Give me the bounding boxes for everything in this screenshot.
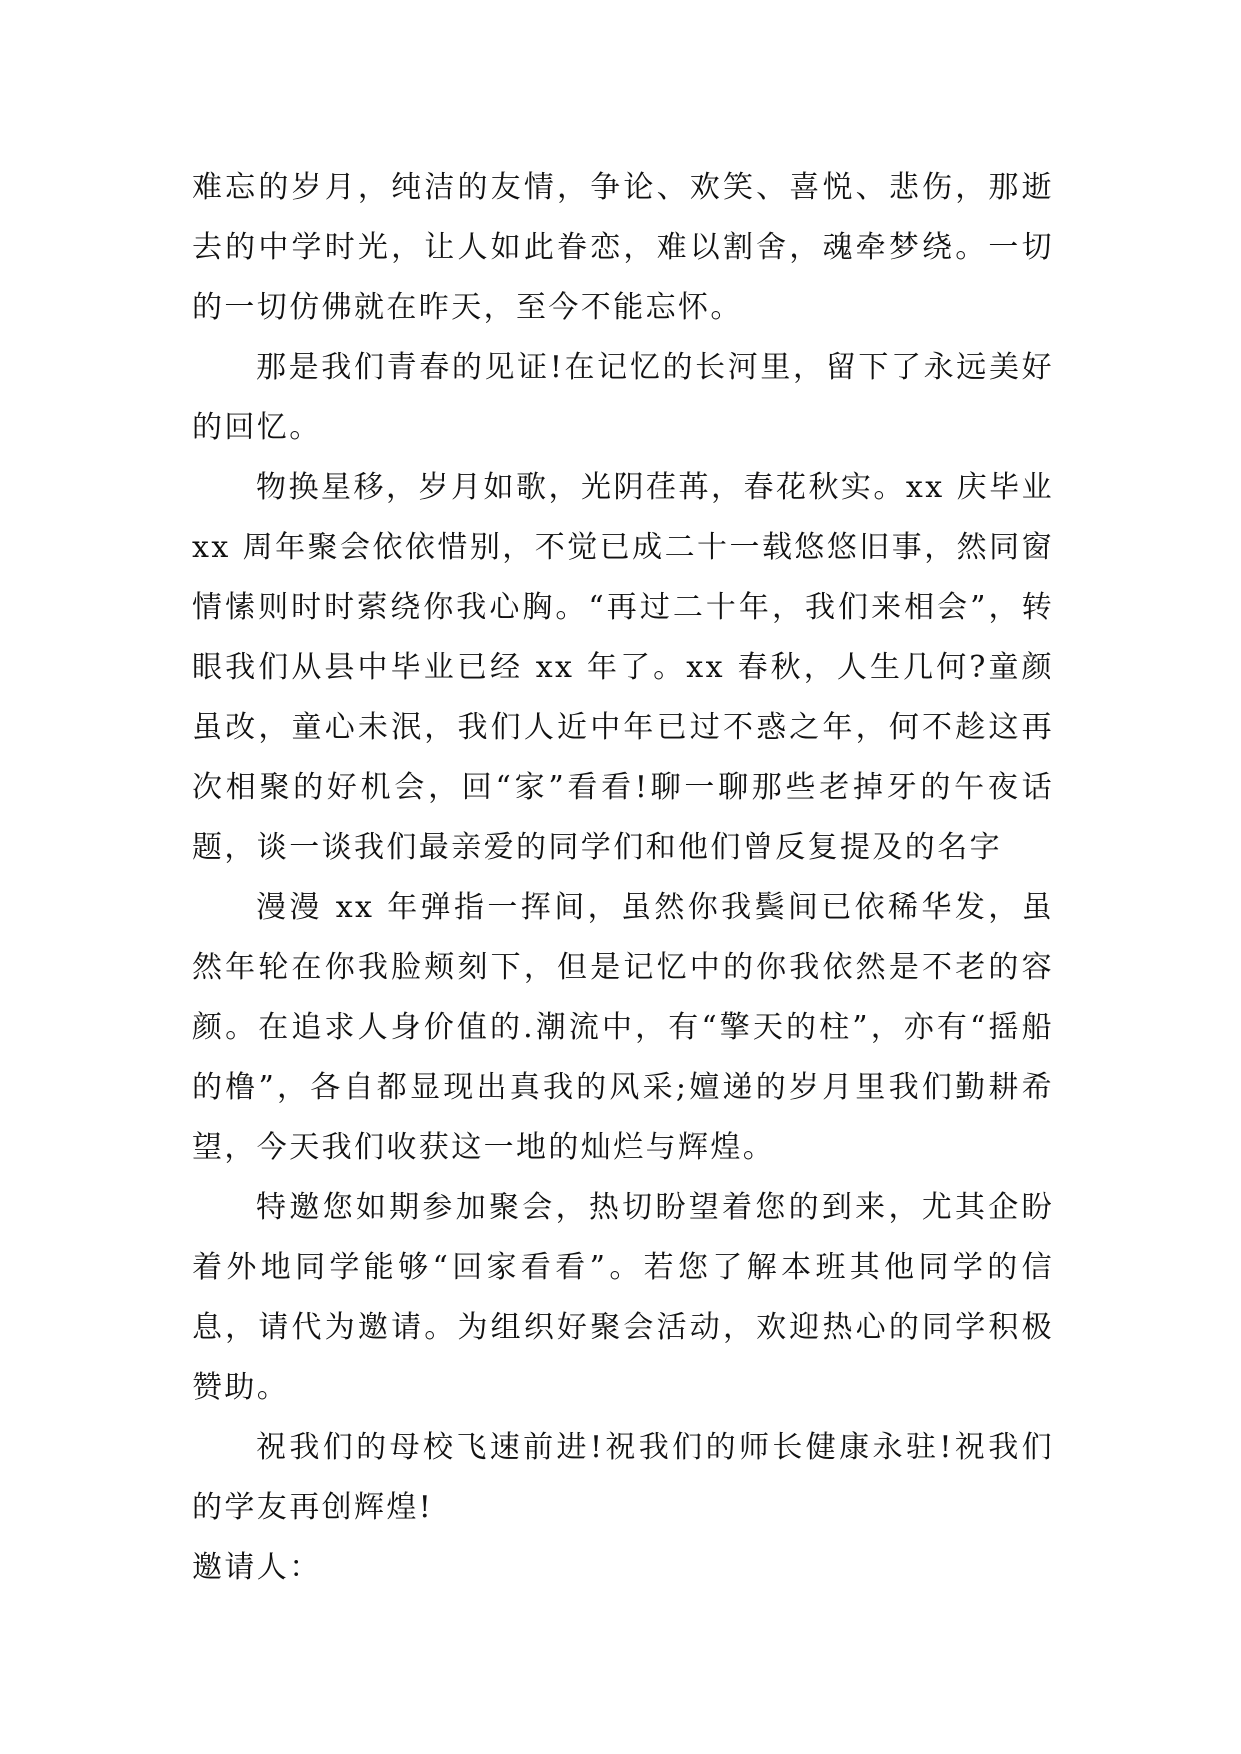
paragraph-opening: 难忘的岁月，纯洁的友情，争论、欢笑、喜悦、悲伤，那逝去的中学时光，让人如此眷恋，难以割舍，魂牵梦绕。一切的一切仿佛就在昨天，至今不能忘怀。 bbox=[192, 170, 1054, 325]
paragraph-memories: 漫漫 xx 年弹指一挥间，虽然你我鬓间已依稀华发，虽然年轮在你我脸颊刻下，但是记忆中的你我依然是不老的容颜。在追求人身价值的.潮流中，有“擎天的柱”，亦有“摇船的橹”，各自都显现出真我的风采;嬗递的岁月里我们勤耕希望，今天我们收获这一地的灿烂与辉煌。 bbox=[192, 890, 1054, 1165]
paragraph-reunion-invitation: 物换星移，岁月如歌，光阴荏苒，春花秋实。xx 庆毕业 xx 周年聚会依依惜别，不觉已成二十一载悠悠旧事，然同窗情愫则时时萦绕你我心胸。“再过二十年，我们来相会”，转眼我们从县中毕业已经 xx 年了。xx 春秋，人生几何?童颜虽改，童心未泯，我们人近中年已过不惑之年，何不趁这再次相聚的好机会，回“家”看看!聊一聊那些老掉牙的午夜话题，谈一谈我们最亲爱的同学们和他们曾反复提及的名字 bbox=[192, 470, 1054, 865]
paragraph-special-invite: 特邀您如期参加聚会，热切盼望着您的到来，尤其企盼着外地同学能够“回家看看”。若您了解本班其他同学的信息，请代为邀请。为组织好聚会活动，欢迎热心的同学积极赞助。 bbox=[192, 1190, 1054, 1405]
paragraph-youth-witness: 那是我们青春的见证!在记忆的长河里，留下了永远美好的回忆。 bbox=[192, 350, 1054, 445]
inviter-signature: 邀请人： bbox=[192, 1550, 322, 1585]
paragraph-blessing: 祝我们的母校飞速前进!祝我们的师长健康永驻!祝我们的学友再创辉煌! bbox=[192, 1430, 1054, 1525]
document-body bbox=[192, 158, 1054, 1598]
